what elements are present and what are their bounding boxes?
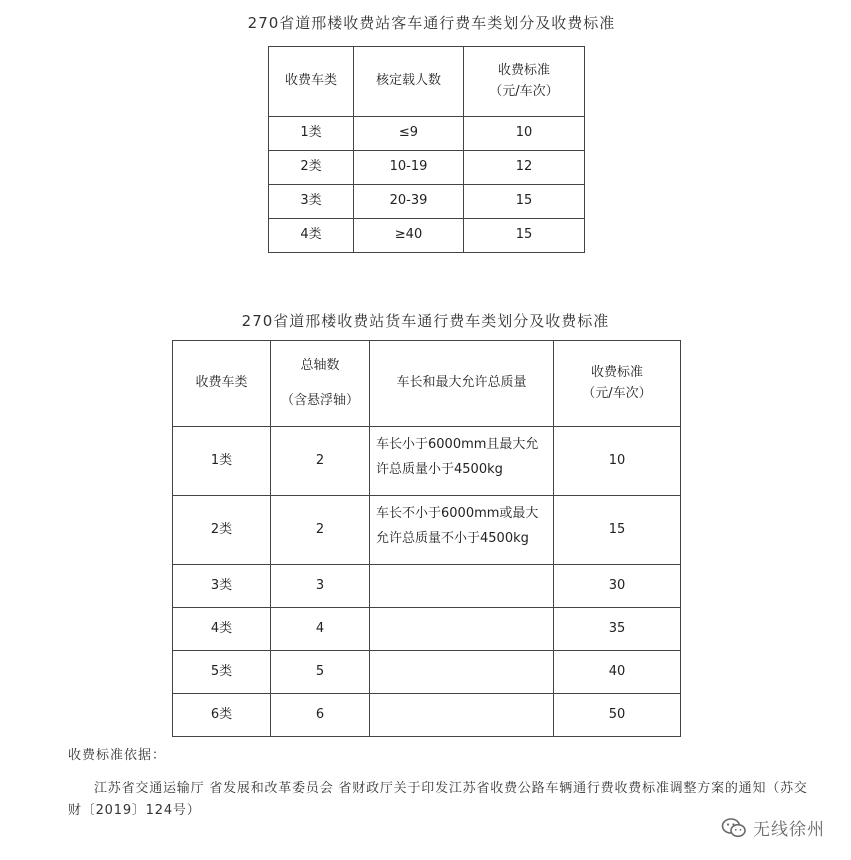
freight-table-title: 270省道邢楼收费站货车通行费车类划分及收费标准 (241, 312, 610, 330)
axles-cell: 3 (271, 565, 370, 608)
axles-cell: 4 (271, 608, 370, 651)
basis-text: 江苏省交通运输厅 省发展和改革委员会 省财政厅关于印发江苏省收费公路车辆通行费收费标准调整方案的通知（苏交财〔2019〕124号） (68, 781, 808, 818)
seats-cell: ≥40 (354, 219, 464, 253)
passenger-table-title: 270省道邢楼收费站客车通行费车类划分及收费标准 (247, 14, 616, 32)
seats-cell: ≤9 (354, 117, 464, 151)
header-fee-line1: 收费标准 (497, 62, 550, 78)
spec-cell (370, 651, 554, 694)
spec-line1: 车长小于6000mm且最大允 (376, 437, 539, 452)
axles-cell: 2 (271, 427, 370, 496)
header-spec: 车长和最大允许总质量 (370, 341, 554, 427)
fee-cell: 15 (464, 185, 585, 219)
header-fee-line1: 收费标准 (590, 364, 643, 380)
table-row (173, 496, 681, 565)
table-header-row (173, 341, 681, 427)
fee-cell: 12 (464, 151, 585, 185)
vehicle-class-cell: 2类 (269, 151, 354, 185)
spec-cell (370, 496, 554, 565)
table-row (269, 151, 585, 185)
spec-cell (370, 608, 554, 651)
header-axles-line2: （含悬浮轴） (280, 392, 359, 408)
fee-cell: 10 (554, 427, 681, 496)
table-row (173, 565, 681, 608)
spec-line2: 允许总质量不小于4500kg (376, 530, 529, 546)
vehicle-class-cell: 4类 (173, 608, 271, 651)
seats-cell: 20-39 (354, 185, 464, 219)
vehicle-class-cell: 1类 (173, 427, 271, 496)
axles-cell: 2 (271, 496, 370, 565)
vehicle-class-cell: 4类 (269, 219, 354, 253)
table-row (269, 185, 585, 219)
table-header-row (269, 47, 585, 117)
spec-cell (370, 565, 554, 608)
header-vehicle-class: 收费车类 (269, 47, 354, 117)
fee-cell: 40 (554, 651, 681, 694)
table-row (269, 117, 585, 151)
table-row (269, 219, 585, 253)
freight-fee-table (172, 340, 681, 737)
table-row (173, 651, 681, 694)
header-fee (464, 47, 585, 117)
header-axles (271, 341, 370, 427)
fee-cell: 15 (464, 219, 585, 253)
watermark (721, 815, 825, 840)
header-vehicle-class: 收费车类 (173, 341, 271, 427)
vehicle-class-cell: 3类 (269, 185, 354, 219)
spec-line2: 许总质量小于4500kg (376, 461, 503, 477)
table-row (173, 608, 681, 651)
header-fee-line2: （元/车次） (582, 385, 652, 401)
vehicle-class-cell: 2类 (173, 496, 271, 565)
passenger-fee-table (268, 46, 585, 253)
watermark-text: 无线徐州 (753, 820, 825, 840)
vehicle-class-cell: 1类 (269, 117, 354, 151)
fee-cell: 50 (554, 694, 681, 737)
spec-cell (370, 427, 554, 496)
vehicle-class-cell: 3类 (173, 565, 271, 608)
fee-cell: 35 (554, 608, 681, 651)
axles-cell: 6 (271, 694, 370, 737)
spec-cell (370, 694, 554, 737)
header-fee (554, 341, 681, 427)
seats-cell: 10-19 (354, 151, 464, 185)
header-fee-line2: （元/车次） (489, 83, 559, 99)
vehicle-class-cell: 5类 (173, 651, 271, 694)
spec-line1: 车长不小于6000mm或最大 (376, 506, 539, 521)
basis-label: 收费标准依据： (68, 748, 167, 763)
fee-cell: 15 (554, 496, 681, 565)
table-row (173, 694, 681, 737)
header-seats: 核定载人数 (354, 47, 464, 117)
header-axles-line1: 总轴数 (300, 357, 340, 373)
axles-cell: 5 (271, 651, 370, 694)
fee-cell: 30 (554, 565, 681, 608)
vehicle-class-cell: 6类 (173, 694, 271, 737)
fee-cell: 10 (464, 117, 585, 151)
table-row (173, 427, 681, 496)
wechat-icon (721, 817, 747, 839)
